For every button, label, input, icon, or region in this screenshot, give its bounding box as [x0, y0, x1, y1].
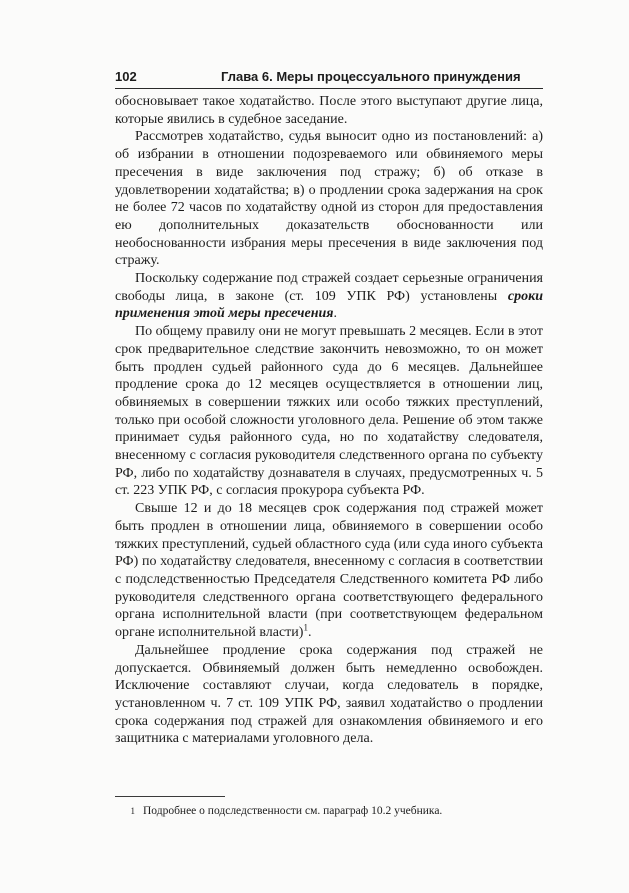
paragraph	[115, 323, 543, 500]
paragraph-text: По общему правилу они не могут превышать 2 месяцев. Если в этот срок предварительное следствие закончить невозможно, то он может быть продлен судьей районного суда до 6 месяцев. Дальнейшее продление срока до 12 месяцев осуществляется в отношении лиц, обвиняемых в совершении тяжких или особо тяжких преступлений, только при особой сложности уголовного дела. Решение об этом также принимает судья районного суда, но по ходатайству следователя, внесенному с согласия руководителя следственного органа по субъекту РФ, либо по ходатайству дознавателя в случаях, предусмотренных ч. 5 ст. 223 УПК РФ, с согласия прокурора субъекта РФ.	[115, 324, 543, 499]
paragraph-text: Свыше 12 и до 18 месяцев срок содержания под стражей может быть продлен в отношении лица, обвиняемого в совершении особо тяжких преступлений, судьей областного суда (или суда иного субъекта РФ) по ходатайству следователя, внесенному с согласия в соответствии с подследственностью Председателя Следственного комитета РФ либо руководителя следственного органа соответствующего федерального органа исполнительной власти (при соответствующем федеральном органе исполнительной власти)	[115, 501, 543, 641]
paragraph-text: .	[307, 625, 312, 641]
emphasized-term: сроки применения этой меры пресечения	[115, 288, 543, 322]
footnote-text: Подробнее о подследственности см. параграф 10.2 учебника.	[143, 805, 443, 817]
footnote-reference[interactable]: 1	[303, 622, 308, 633]
body-text	[115, 93, 543, 748]
footnote-divider	[115, 796, 225, 797]
paragraph	[115, 128, 543, 270]
page-number: 102	[115, 69, 137, 84]
paragraph-text: .	[333, 306, 337, 322]
paragraph-text: Дальнейшее продление срока содержания под стражей не допускается. Обвиняемый должен быть немедленно освобожден. Исключение составляют случаи, когда следователь в порядке, установленном ч. 7 ст. 109 УПК РФ, заявил ходатайство о продлении срока содержания под стражей для ознакомления обвиняемого и его защитника с материалами уголовного дела.	[115, 642, 543, 747]
paragraph-text: Рассмотрев ходатайство, судья выносит одно из постановлений: а) об избрании в отношении подозреваемого или обвиняемого меры пресечения в виде заключения под стражу; б) об отказе в удовлетворении ходатайства; в) о продлении срока задержания на срок не более 72 часов по ходатайству одной из сторон для предоставления ею дополнительных доказательств обоснованности или необоснованности избрания меры пресечения в виде заключения под стражу.	[115, 129, 543, 269]
paragraph	[115, 642, 543, 748]
footnote-number: 1	[130, 806, 135, 816]
paragraph-text: обосновывает такое ходатайство. После этого выступают другие лица, которые явились в судебное заседание.	[115, 94, 543, 127]
paragraph	[115, 93, 543, 128]
paragraph	[115, 270, 543, 323]
footnote	[115, 804, 543, 818]
paragraph-text: Поскольку содержание под стражей создает серьезные ограничения свободы лица, в законе (ст. 109 УПК РФ) установлены	[115, 271, 543, 304]
paragraph	[115, 500, 543, 642]
running-header	[115, 68, 543, 89]
chapter-title: Глава 6. Меры процессуального принуждения	[221, 69, 521, 84]
